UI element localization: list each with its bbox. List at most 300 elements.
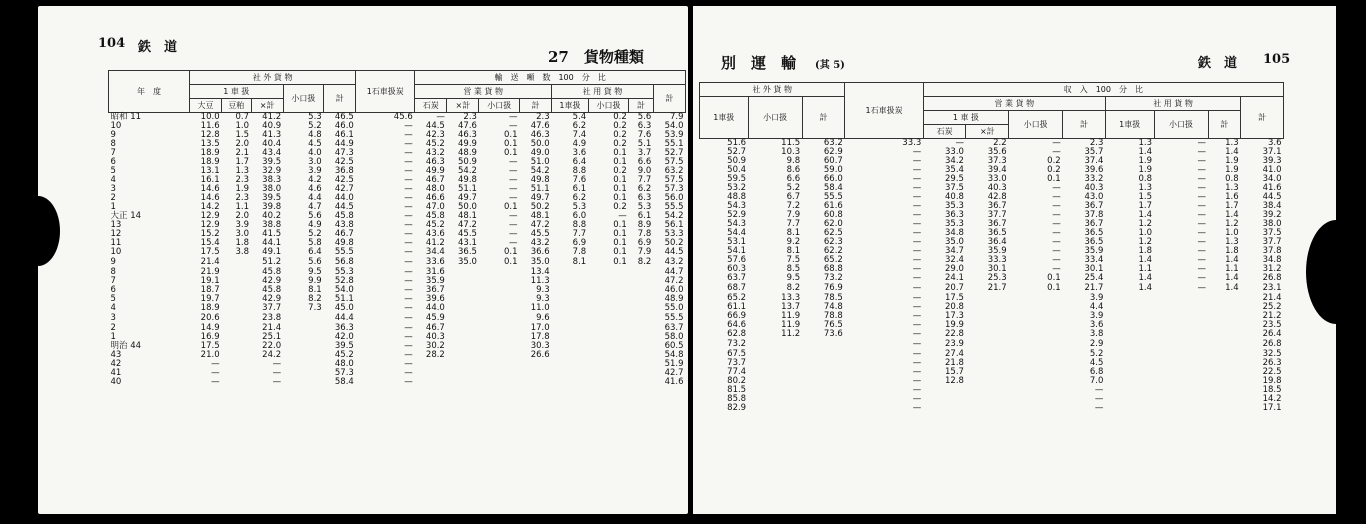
value-cell: 43.2 xyxy=(425,148,445,158)
value-cell: 21.8 xyxy=(945,358,964,368)
value-cell: 42.7 xyxy=(334,184,354,194)
value-cell xyxy=(1154,330,1208,339)
col-1sha: 1 車 扱 xyxy=(190,85,284,99)
value-cell: 49.8 xyxy=(334,238,354,248)
binding-notch xyxy=(1306,220,1336,324)
value-cell: 55.3 xyxy=(334,267,354,277)
value-cell: 8.1 xyxy=(786,228,801,238)
value-cell: — xyxy=(404,368,413,378)
value-cell xyxy=(1208,404,1241,413)
value-cell xyxy=(1105,395,1154,404)
value-cell xyxy=(802,350,845,359)
value-cell: 50.9 xyxy=(727,156,747,166)
col-group-title: 輸 送 噸 数 100 分 比 xyxy=(415,71,686,85)
value-cell: 50.0 xyxy=(530,139,550,149)
table-row xyxy=(109,351,686,360)
value-cell: 46.1 xyxy=(334,130,354,140)
value-cell: 60.7 xyxy=(823,156,843,166)
value-cell xyxy=(1154,294,1208,303)
value-cell xyxy=(222,277,251,286)
value-cell xyxy=(748,359,802,368)
value-cell: 37.1 xyxy=(1262,147,1282,157)
value-cell: — xyxy=(436,112,445,122)
value-cell: — xyxy=(509,229,518,239)
value-cell: 4.7 xyxy=(308,202,322,212)
year-cell: 6 xyxy=(110,157,116,167)
value-cell: 45.5 xyxy=(458,229,477,239)
value-cell: — xyxy=(404,175,413,185)
year-cell: 7 xyxy=(110,276,116,286)
value-cell: 0.1 xyxy=(613,257,627,267)
value-cell xyxy=(447,360,479,369)
table-row xyxy=(109,122,686,131)
value-cell: — xyxy=(1197,183,1207,193)
value-cell xyxy=(1009,312,1063,321)
value-cell: 54.0 xyxy=(664,121,684,131)
table-row xyxy=(109,203,686,212)
col-1koku: 1石車扱炭 xyxy=(845,83,923,139)
value-cell xyxy=(629,378,654,387)
value-cell: 27.4 xyxy=(945,349,964,359)
col-total: 計 xyxy=(324,85,356,113)
table-row xyxy=(109,313,686,324)
value-cell: — xyxy=(404,267,413,277)
year-cell: 42 xyxy=(110,359,122,369)
col-sekitan: 石炭 xyxy=(923,125,966,139)
value-cell xyxy=(479,268,520,277)
value-cell xyxy=(1009,404,1063,413)
value-cell: 2.3 xyxy=(463,112,477,122)
value-cell: 58.4 xyxy=(823,183,843,193)
value-cell: 8.8 xyxy=(572,166,587,176)
value-cell: 6.2 xyxy=(572,121,587,131)
value-cell: — xyxy=(404,323,413,333)
value-cell: 20.6 xyxy=(200,313,220,323)
value-cell xyxy=(1208,386,1241,395)
value-cell: 14.2 xyxy=(200,202,220,212)
page-title: 別 運 輸 xyxy=(721,54,797,72)
value-cell xyxy=(802,386,845,395)
value-cell: 17.0 xyxy=(530,323,550,333)
col-mameyu: 豆粕 xyxy=(222,99,251,113)
value-cell xyxy=(1105,321,1154,330)
value-cell: 11.5 xyxy=(781,138,801,148)
value-cell xyxy=(552,324,589,333)
value-cell: 45.9 xyxy=(425,313,445,323)
col-koguchi: 小口扱 xyxy=(748,97,802,139)
value-cell xyxy=(552,304,589,313)
value-cell xyxy=(222,351,251,360)
value-cell: — xyxy=(912,246,922,256)
year-cell: 40 xyxy=(110,377,122,387)
value-cell: 21.0 xyxy=(200,350,220,360)
value-cell: — xyxy=(912,228,922,238)
value-cell xyxy=(629,342,654,351)
value-cell: 35.7 xyxy=(1084,147,1104,157)
col-kei: ×計 xyxy=(966,125,1009,139)
year-cell: 5 xyxy=(110,166,116,176)
value-cell: 6.2 xyxy=(637,184,652,194)
value-cell: 25.2 xyxy=(1262,302,1282,312)
value-cell: 6.4 xyxy=(308,247,322,257)
value-cell: 1.4 xyxy=(1225,210,1239,220)
value-cell: 45.2 xyxy=(425,220,445,230)
value-cell xyxy=(283,369,324,378)
value-cell xyxy=(966,386,1009,395)
year-cell: 13 xyxy=(110,220,122,230)
value-cell: — xyxy=(404,359,413,369)
value-cell: 1.4 xyxy=(1225,283,1239,293)
value-cell: — xyxy=(404,377,413,387)
value-cell: 42.5 xyxy=(334,175,354,185)
value-cell xyxy=(222,286,251,295)
value-cell xyxy=(588,378,629,387)
value-cell: 44.7 xyxy=(664,267,684,277)
value-cell: 6.7 xyxy=(786,192,801,202)
value-cell xyxy=(479,295,520,304)
value-cell xyxy=(1105,312,1154,321)
value-cell xyxy=(1009,377,1063,386)
value-cell xyxy=(748,377,802,386)
value-cell: 57.3 xyxy=(664,184,684,194)
value-cell xyxy=(748,350,802,359)
value-cell: 12.9 xyxy=(200,220,220,230)
value-cell xyxy=(222,333,251,342)
value-cell: 23.1 xyxy=(1262,283,1282,293)
value-cell xyxy=(1105,294,1154,303)
value-cell xyxy=(802,368,845,377)
value-cell: 56.8 xyxy=(334,257,354,267)
table-row xyxy=(109,212,686,221)
value-cell: 54.3 xyxy=(727,201,747,211)
year-cell: 11 xyxy=(110,238,122,248)
year-cell: 1 xyxy=(110,202,116,212)
value-cell: 45.6 xyxy=(393,112,413,122)
value-cell: 40.4 xyxy=(262,139,282,149)
value-cell xyxy=(588,324,629,333)
value-cell: 41.5 xyxy=(262,229,282,239)
value-cell: 38.0 xyxy=(262,184,282,194)
value-cell: 3.0 xyxy=(235,229,249,239)
value-cell: 41.0 xyxy=(1262,165,1282,175)
value-cell: 64.6 xyxy=(727,320,747,330)
value-cell: 0.1 xyxy=(504,130,518,140)
value-cell: 55.1 xyxy=(664,139,684,149)
value-cell: 1.9 xyxy=(1225,156,1239,166)
value-cell: 48.1 xyxy=(530,211,550,221)
col-sekitan: 石炭 xyxy=(415,99,447,113)
value-cell: 3.8 xyxy=(235,247,249,257)
table-row xyxy=(109,248,686,257)
value-cell: — xyxy=(404,276,413,286)
value-cell: — xyxy=(272,368,282,378)
value-cell: 0.2 xyxy=(1047,156,1061,166)
value-cell: 46.7 xyxy=(425,323,445,333)
value-cell: 39.5 xyxy=(262,157,282,167)
value-cell: 1.4 xyxy=(1138,255,1152,265)
page-number: 104 xyxy=(98,36,126,51)
table-row xyxy=(700,330,1284,339)
value-cell: 1.8 xyxy=(1225,246,1239,256)
value-cell: 5.2 xyxy=(1089,349,1104,359)
value-cell: 51.6 xyxy=(727,138,747,148)
col-koguchi-b: 小口扱 xyxy=(479,99,520,113)
value-cell: 1.7 xyxy=(1138,201,1152,211)
value-cell: 52.8 xyxy=(334,276,354,286)
value-cell: 31.2 xyxy=(1262,264,1282,274)
value-cell xyxy=(629,324,654,333)
value-cell xyxy=(283,378,324,387)
value-cell: 56.0 xyxy=(664,193,684,203)
value-cell xyxy=(1009,294,1063,303)
value-cell: 3.6 xyxy=(1089,320,1104,330)
value-cell xyxy=(1105,350,1154,359)
value-cell: 44.0 xyxy=(425,303,445,313)
value-cell xyxy=(447,313,479,324)
value-cell xyxy=(588,277,629,286)
table-row xyxy=(109,158,686,167)
value-cell: 52.7 xyxy=(664,148,684,158)
value-cell: 41.2 xyxy=(262,112,282,122)
value-cell: 6.6 xyxy=(786,174,801,184)
value-cell: 51.9 xyxy=(664,359,684,369)
value-cell xyxy=(222,257,251,268)
value-cell: 49.7 xyxy=(530,193,550,203)
value-cell: 1.5 xyxy=(1138,192,1152,202)
value-cell xyxy=(588,295,629,304)
value-cell: — xyxy=(912,192,922,202)
value-cell: 4.8 xyxy=(308,130,322,140)
value-cell: — xyxy=(404,294,413,304)
value-cell: 21.4 xyxy=(1262,293,1282,303)
value-cell: 36.7 xyxy=(987,201,1007,211)
value-cell xyxy=(1105,368,1154,377)
value-cell: 36.4 xyxy=(987,237,1007,247)
value-cell: 48.0 xyxy=(334,359,354,369)
value-cell xyxy=(552,378,589,387)
value-cell: 9.3 xyxy=(536,285,550,295)
value-cell xyxy=(447,378,479,387)
value-cell: — xyxy=(1052,237,1061,247)
value-cell: — xyxy=(912,264,922,274)
value-cell: 60.5 xyxy=(664,341,684,351)
value-cell: — xyxy=(1197,210,1207,220)
value-cell: 12.8 xyxy=(945,376,964,386)
value-cell: — xyxy=(912,403,922,413)
value-cell: 45.8 xyxy=(334,211,354,221)
value-cell: 51.0 xyxy=(530,157,550,167)
value-cell xyxy=(802,395,845,404)
value-cell xyxy=(552,351,589,360)
value-cell xyxy=(283,342,324,351)
value-cell: 1.1 xyxy=(235,202,249,212)
value-cell: — xyxy=(404,139,413,149)
value-cell: 0.8 xyxy=(1225,174,1239,184)
table-row xyxy=(109,140,686,149)
value-cell xyxy=(1208,339,1241,350)
value-cell: 1.3 xyxy=(1225,237,1239,247)
year-cell: 2 xyxy=(110,323,116,333)
value-cell: 0.2 xyxy=(1047,165,1061,175)
value-cell: 3.0 xyxy=(308,157,322,167)
value-cell: 35.9 xyxy=(1084,246,1104,256)
value-cell: 77.4 xyxy=(727,367,747,377)
value-cell: 15.2 xyxy=(200,229,220,239)
value-cell xyxy=(629,268,654,277)
col-total-b: 計 xyxy=(520,99,552,113)
value-cell: 35.3 xyxy=(945,219,964,229)
value-cell xyxy=(588,304,629,313)
value-cell: 38.8 xyxy=(262,220,282,230)
value-cell: 2.3 xyxy=(235,175,249,185)
value-cell: 0.1 xyxy=(504,247,518,257)
year-cell: 昭和 11 xyxy=(110,112,142,122)
value-cell: 44.9 xyxy=(334,139,354,149)
value-cell: 8.2 xyxy=(308,294,322,304)
value-cell: — xyxy=(509,175,518,185)
value-cell: 37.8 xyxy=(1084,210,1104,220)
value-cell xyxy=(588,313,629,324)
value-cell: 1.8 xyxy=(235,238,249,248)
value-cell: — xyxy=(1052,264,1061,274)
year-cell: 3 xyxy=(110,184,116,194)
value-cell: 39.2 xyxy=(1262,210,1282,220)
value-cell: — xyxy=(618,211,627,221)
value-cell xyxy=(552,277,589,286)
col-shagai: 社 外 貨 物 xyxy=(190,71,356,85)
value-cell: 26.4 xyxy=(1262,329,1282,339)
value-cell: 40.3 xyxy=(1084,183,1104,193)
value-cell xyxy=(629,313,654,324)
value-cell: 17.8 xyxy=(530,332,550,342)
value-cell: 24.2 xyxy=(262,350,282,360)
value-cell xyxy=(923,404,966,413)
value-cell: — xyxy=(912,385,922,395)
value-cell: 7.7 xyxy=(786,219,801,229)
value-cell xyxy=(479,360,520,369)
value-cell: 22.5 xyxy=(1262,367,1282,377)
value-cell xyxy=(1154,339,1208,350)
table-row xyxy=(109,149,686,158)
value-cell: 0.1 xyxy=(504,148,518,158)
left-page xyxy=(38,6,688,514)
value-cell: — xyxy=(1197,156,1207,166)
value-cell: 45.8 xyxy=(425,211,445,221)
year-cell: 12 xyxy=(110,229,122,239)
value-cell: 5.6 xyxy=(308,211,322,221)
table-row xyxy=(700,368,1284,377)
value-cell: 11.9 xyxy=(781,320,801,330)
value-cell: 0.2 xyxy=(613,112,627,122)
value-cell: — xyxy=(1197,201,1207,211)
table-row xyxy=(700,350,1284,359)
col-total2: 計 xyxy=(653,85,685,113)
value-cell: 37.7 xyxy=(1262,237,1282,247)
value-cell: 21.4 xyxy=(262,323,282,333)
value-cell: 22.8 xyxy=(945,329,964,339)
value-cell: 1.0 xyxy=(1225,228,1239,238)
col-total-b: 計 xyxy=(1063,111,1106,139)
value-cell: 4.2 xyxy=(308,175,322,185)
value-cell: 4.9 xyxy=(308,220,322,230)
value-cell: 4.4 xyxy=(308,193,322,203)
value-cell xyxy=(1208,330,1241,339)
year-cell: 4 xyxy=(110,303,116,313)
value-cell: 51.1 xyxy=(334,294,354,304)
value-cell: 3.9 xyxy=(308,166,322,176)
value-cell: 42.8 xyxy=(987,192,1007,202)
value-cell: 43.6 xyxy=(425,229,445,239)
value-cell: 1.4 xyxy=(1225,147,1239,157)
year-cell: 3 xyxy=(110,313,116,323)
value-cell: 18.7 xyxy=(200,285,220,295)
value-cell: 47.2 xyxy=(458,220,477,230)
col-total2: 計 xyxy=(1241,97,1284,139)
value-cell: 55.0 xyxy=(664,303,684,313)
value-cell: 34.8 xyxy=(1262,255,1282,265)
value-cell: 4.6 xyxy=(308,184,322,194)
value-cell: 0.1 xyxy=(613,148,627,158)
value-cell: 10.3 xyxy=(781,147,801,157)
value-cell: 73.7 xyxy=(727,358,747,368)
value-cell xyxy=(748,339,802,350)
value-cell: 39.5 xyxy=(334,341,354,351)
value-cell xyxy=(966,303,1009,312)
value-cell: — xyxy=(404,193,413,203)
value-cell: 1.3 xyxy=(1225,138,1239,148)
value-cell xyxy=(802,359,845,368)
value-cell: 35.0 xyxy=(458,257,477,267)
value-cell: 55.5 xyxy=(334,247,354,257)
value-cell xyxy=(447,333,479,342)
value-cell: 5.3 xyxy=(308,112,322,122)
value-cell: — xyxy=(912,329,922,339)
value-cell: 25.1 xyxy=(262,332,282,342)
col-shagai: 社 外 貨 物 xyxy=(700,83,845,97)
value-cell xyxy=(588,351,629,360)
value-cell: 65.2 xyxy=(823,255,843,265)
value-cell: 55.5 xyxy=(664,202,684,212)
value-cell: 8.1 xyxy=(786,246,801,256)
value-cell: — xyxy=(1197,219,1207,229)
value-cell: 42.0 xyxy=(334,332,354,342)
value-cell xyxy=(552,333,589,342)
value-cell: 17.5 xyxy=(945,293,964,303)
value-cell: 5.3 xyxy=(637,202,652,212)
value-cell: — xyxy=(912,358,922,368)
value-cell: 63.2 xyxy=(823,138,843,148)
value-cell: — xyxy=(404,229,413,239)
value-cell: 42.9 xyxy=(262,294,282,304)
value-cell: 53.9 xyxy=(664,130,684,140)
value-cell: 1.5 xyxy=(235,130,249,140)
value-cell: — xyxy=(912,183,922,193)
value-cell: — xyxy=(1197,174,1207,184)
value-cell: 1.3 xyxy=(1225,183,1239,193)
value-cell: 1.7 xyxy=(1225,201,1239,211)
value-cell xyxy=(1208,368,1241,377)
value-cell: 41.6 xyxy=(664,377,684,387)
col-koguchi: 小口扱 xyxy=(283,85,324,113)
value-cell: 32.5 xyxy=(1262,349,1282,359)
value-cell xyxy=(479,304,520,313)
value-cell: 6.8 xyxy=(1089,367,1104,377)
value-cell: 42.9 xyxy=(262,276,282,286)
value-cell: 36.5 xyxy=(987,228,1007,238)
value-cell xyxy=(552,360,589,369)
value-cell: 48.9 xyxy=(458,148,477,158)
value-cell: — xyxy=(1052,147,1061,157)
